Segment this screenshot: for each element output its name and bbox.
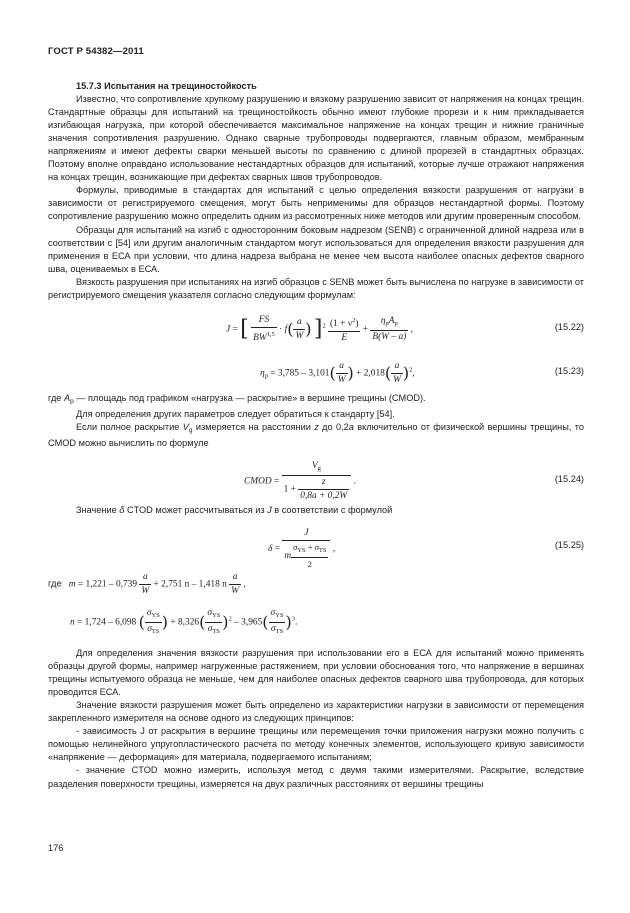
paragraph: Образцы для испытаний на изгиб с односторонним боковым надрезом (SENB) с ограниченной длиной надреза или в соответствии с [54] или другим аналогичным стандартом могут использоваться для определения вязкости разрушения для применения в ЕСА при условии, что длина надреза выбрана не менее чем высота наиболее опасных дефектов сварного шва, оцениваемых в ЕСА. xyxy=(48,224,584,274)
equation-m: где m = 1,221 – 0,739 $\frac{a}{W}$ + 2,751 n – 1,418 n $\frac{a}{W}$ , xyxy=(48,572,246,597)
document-header: ГОСТ Р 54382—2011 xyxy=(48,46,144,57)
list-item: - зависимость J от раскрытия в вершине трещины или перемещения точки приложения нагрузки можно получить с помощью нелинейного упругопластического расчета по методу конечных элементов, использующего кривую зависимости «напряжение — деформация» для материала, подвергаемого испытаниям; xyxy=(48,726,584,763)
paragraph: где $A_p$ — площадь под графиком «нагрузка — раскрытие» в вершине трещины (CMOD). xyxy=(48,392,426,405)
equation-number: (15.23) xyxy=(554,365,584,376)
section-title: 15.7.3 Испытания на трещиностойкость xyxy=(76,81,257,91)
paragraph: Для определения других параметров следует обратиться к стандарту [54]. xyxy=(76,408,395,419)
equation-number: (15.25) xyxy=(554,540,584,551)
paragraph: Для определения значения вязкости разрушения при использовании его в ЕСА для испытаний можно применять образцы другой формы, например нагруженные растяжением, при условии обоснования того, что напряжение в вершинах трещины испытуемого образца не меньше, чем для наиболее опасных дефектов сварного шва трубопровода, для которых проводится ЕСА. xyxy=(48,648,584,698)
equation-15-25: δ = J m $\frac{\sigma_{YS} + \sigma_{TS}}{2}$ , (15.25) xyxy=(268,528,584,570)
page-content xyxy=(48,80,584,791)
paragraph: Формулы, приводимые в стандартах для испытаний с целью определения вязкости разрушения от нагрузки в зависимости от регистрируемого смещения, могут быть неприменимы для образцов нестандартной формы. Поэтому сопротивление разрушению можно определить одним из рассмотренных ниже методов или другим проверенным способом. xyxy=(48,185,584,222)
equation-n: n = 1,724 – 6,098 ( $\frac{\sigma_{YS}}{\sigma_{TS}}$ ) + 8,326( $\frac{\sigma_{YS}}{\sigma_{TS}}$ )$^2$ – 3,965( $\frac{\sigma_{YS}}{\sigma_{TS}}$ )$^3$. xyxy=(70,608,298,636)
list-item: - значение CTOD можно измерить, используя метод с двумя такими измерителями. Раскрытие, вследствие разделения поверхности трещины, измеряется на двух различных расстояниях от вершины трещины xyxy=(48,765,584,789)
paragraph: Значение вязкости разрушения может быть определено из характеристики нагрузки в зависимости от перемещения закрепленного измерителя на основе одного из следующих принципов: xyxy=(48,700,584,724)
equation-15-22: J = [ $\frac{FS}{BW^{1,5}}$ · f( $\frac{a}{W}$ ) ]$^2$ $\frac{(1 + \nu^2)}{E}$ + $\frac{\eta_pA_p}{B(W - a)}$ , (15.22) xyxy=(226,314,584,343)
paragraph: Вязкость разрушения при испытаниях на изгиб образцов с SENB может быть вычислена по нагрузке в зависимости от регистрируемого смещения указателя согласно следующим формулам: xyxy=(48,276,584,300)
equation-15-23: $\eta_p = 3,785 - 3,101$( $\frac{a}{W}$ ) + 2,018( $\frac{a}{W}$ )$^2$, (15.23) xyxy=(260,360,584,385)
paragraph: Значение δ CTOD может рассчитываться из J в соответствии с формулой xyxy=(76,504,393,515)
paragraph: Если полное раскрытие $V_g$ измеряется на расстоянии z до 0,2a включительно от физической вершины трещины, то CMOD можно вычислить по формуле xyxy=(48,421,584,448)
paragraph: Известно, что сопротивление хрупкому разрушению и вязкому разрушению зависит от напряжения на концах трещин. Стандартные образцы для испытаний на трещиностойкость обычно имеют глубокие прорези и к ним прикладывается изгибающая нагрузка, при которой обеспечивается максимальное напряжение на концах трещин и нижние граничные значения сопротивления разрушению. Однако сварные трубопроводы подвергаются, главным образом, мембранным напряжениям и имеют дефекты сварки меньшей высоты по сравнению с длиной прорезей в стандартных образцах. Поэтому вполне оправдано использование нестандартных образцов для испытаний, которые лучше отражают напряжения на концах трещин, возникающие при дефектах сварных швов трубопроводов. xyxy=(48,94,584,183)
equation-number: (15.24) xyxy=(554,473,584,484)
equation-15-24: CMOD = $V_g$ 1 + $\frac{z}{0,8a + 0,2W}$ . (15.24) xyxy=(244,460,584,502)
page-number: 176 xyxy=(48,843,64,853)
equation-number: (15.22) xyxy=(554,321,584,332)
